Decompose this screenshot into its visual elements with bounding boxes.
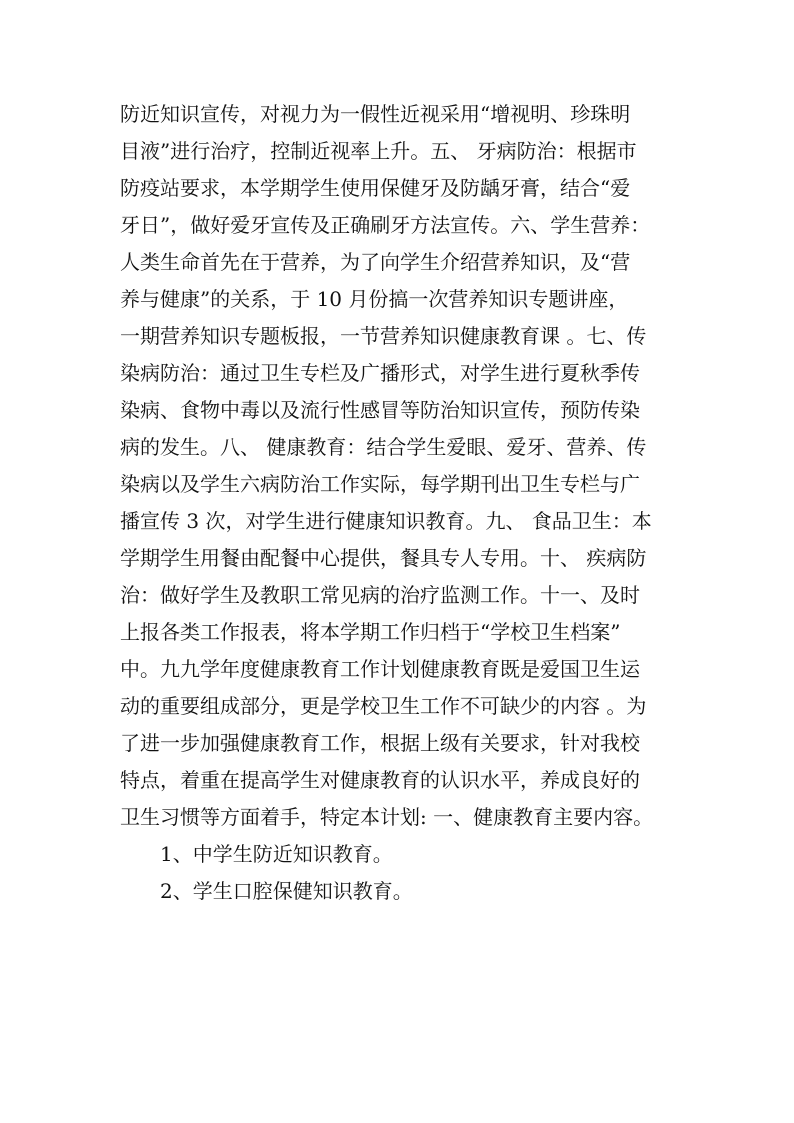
text-line: 治：做好学生及教职工常见病的治疗监测工作。十一、及时 xyxy=(120,583,640,607)
list-item: 1、中学生防近知识教育。 xyxy=(160,842,393,866)
text-line: 牙日”，做好爱牙宣传及正确刷牙方法宣传。六、学生营养： xyxy=(120,213,651,237)
text-line: 特点，着重在提高学生对健康教育的认识水平，养成良好的 xyxy=(120,768,640,792)
text-line: 中。九九学年度健康教育工作计划健康教育既是爱国卫生运 xyxy=(120,657,640,681)
text-line: 防近知识宣传，对视力为一假性近视采用“增视明、珍珠明 xyxy=(120,102,631,126)
text-line: 病的发生。八、 健康教育：结合学生爱眼、爱牙、营养、传 xyxy=(120,435,647,459)
text-line: 染病以及学生六病防治工作实际，每学期刊出卫生专栏与广 xyxy=(120,472,640,496)
text-line: 了进一步加强健康教育工作，根据上级有关要求，针对我校 xyxy=(120,731,640,755)
text-line: 染病、食物中毒以及流行性感冒等防治知识宣传，预防传染 xyxy=(120,398,640,422)
text-line: 动的重要组成部分，更是学校卫生工作不可缺少的内容 。为 xyxy=(120,694,647,718)
text-line: 人类生命首先在于营养，为了向学生介绍营养知识，及“营 xyxy=(120,250,631,274)
text-line: 目液”进行治疗，控制近视率上升。五、 牙病防治：根据市 xyxy=(120,139,637,163)
text-line: 养与健康”的关系，于 10 月份搞一次营养知识专题讲座， xyxy=(120,287,629,311)
text-line: 防疫站要求，本学期学生使用保健牙及防龋牙膏，结合“爱 xyxy=(120,176,631,200)
text-line: 染病防治：通过卫生专栏及广播形式，对学生进行夏秋季传 xyxy=(120,361,640,385)
text-line: 播宣传 3 次，对学生进行健康知识教育。九、 食品卫生：本 xyxy=(120,509,652,533)
body-text xyxy=(120,96,700,910)
text-line: 上报各类工作报表，将本学期工作归档于“学校卫生档案” xyxy=(120,620,621,644)
text-line: 卫生习惯等方面着手，特定本计划: 一、健康教育主要内容。 xyxy=(120,805,654,829)
text-line: 一期营养知识专题板报，一节营养知识健康教育课 。七、传 xyxy=(120,324,647,348)
text-line: 学期学生用餐由配餐中心提供，餐具专人专用。十、 疾病防 xyxy=(120,546,647,570)
list-item: 2、学生口腔保健知识教育。 xyxy=(160,879,413,903)
